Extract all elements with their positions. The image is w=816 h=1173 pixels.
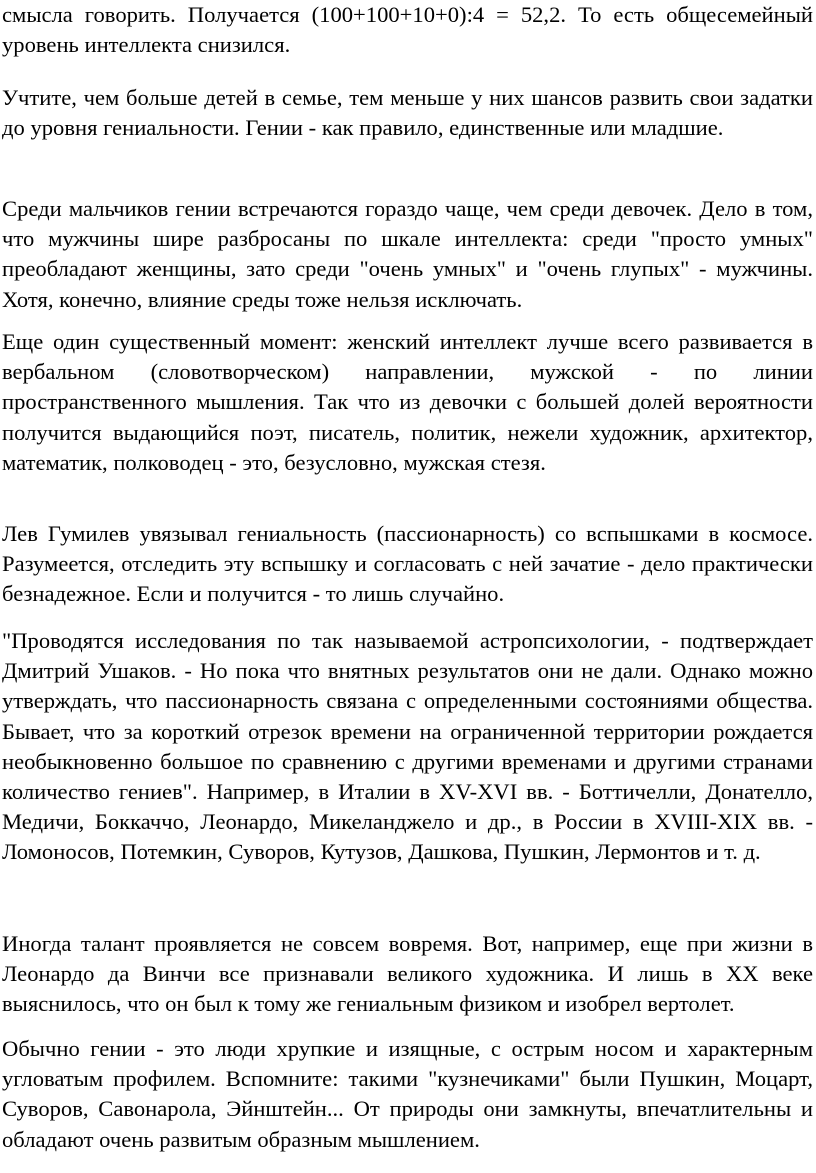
- paragraph: Иногда талант проявляется не совсем вовремя. Вот, например, еще при жизни в Леонардо да Винчи все признавали великого художника. И лишь в XX веке выяснилось, что он был к тому же гениальным физиком и изобрел вертолет.: [2, 931, 813, 1017]
- paragraph: Еще один существенный момент: женский интеллект лучше всего развивается в вербальном (словотворческом) направлении, мужской - по линии пространственного мышления. Так что из девочки с большей долей вероятности получится выдающийся поэт, писатель, политик, нежели художник, архитектор, математик, полководец - это, безусловно, мужская стезя.: [2, 329, 813, 475]
- paragraph: Лев Гумилев увязывал гениальность (пассионарность) со вспышками в космосе. Разумеется, отследить эту вспышку и согласовать с ней зачатие - дело практически безнадежное. Если и получится - то лишь случайно.: [2, 521, 813, 607]
- paragraph: смысла говорить. Получается (100+100+10+0):4 = 52,2. То есть общесемейный уровень интеллекта снизился.: [2, 2, 813, 58]
- paragraph: Учтите, чем больше детей в семье, тем меньше у них шансов развить свои задатки до уровня гениальности. Гении - как правило, единственные или младшие.: [2, 85, 813, 141]
- paragraph: "Проводятся исследования по так называемой астропсихологии, - подтверждает Дмитрий Ушаков. - Но пока что внятных результатов они не дали. Однако можно утверждать, что пассионарность связана с определенными состояниями общества. Бывает, что за короткий отрезок времени на ограниченной территории рождается необыкновенно большое по сравнению с другими временами и другими странами количество гениев". Например, в Италии в XV-XVI вв. - Боттичелли, Донателло, Медичи, Боккаччо, Леонардо, Микеланджело и др., в России в XVIII-XIX вв. - Ломоносов, Потемкин, Суворов, Кутузов, Дашкова, Пушкин, Лермонтов и т. д.: [2, 628, 813, 865]
- paragraph: Среди мальчиков гении встречаются гораздо чаще, чем среди девочек. Дело в том, что мужчины шире разбросаны по шкале интеллекта: среди "просто умных" преобладают женщины, зато среди "очень умных" и "очень глупых" - мужчины. Хотя, конечно, влияние среды тоже нельзя исключать.: [2, 196, 813, 312]
- paragraph: Обычно гении - это люди хрупкие и изящные, с острым носом и характерным угловатым профилем. Вспомните: такими "кузнечиками" были Пушкин, Моцарт, Суворов, Савонарола, Эйнштейн... От природы они замкнуты, впечатлительны и обладают очень развитым образным мышлением.: [2, 1036, 813, 1152]
